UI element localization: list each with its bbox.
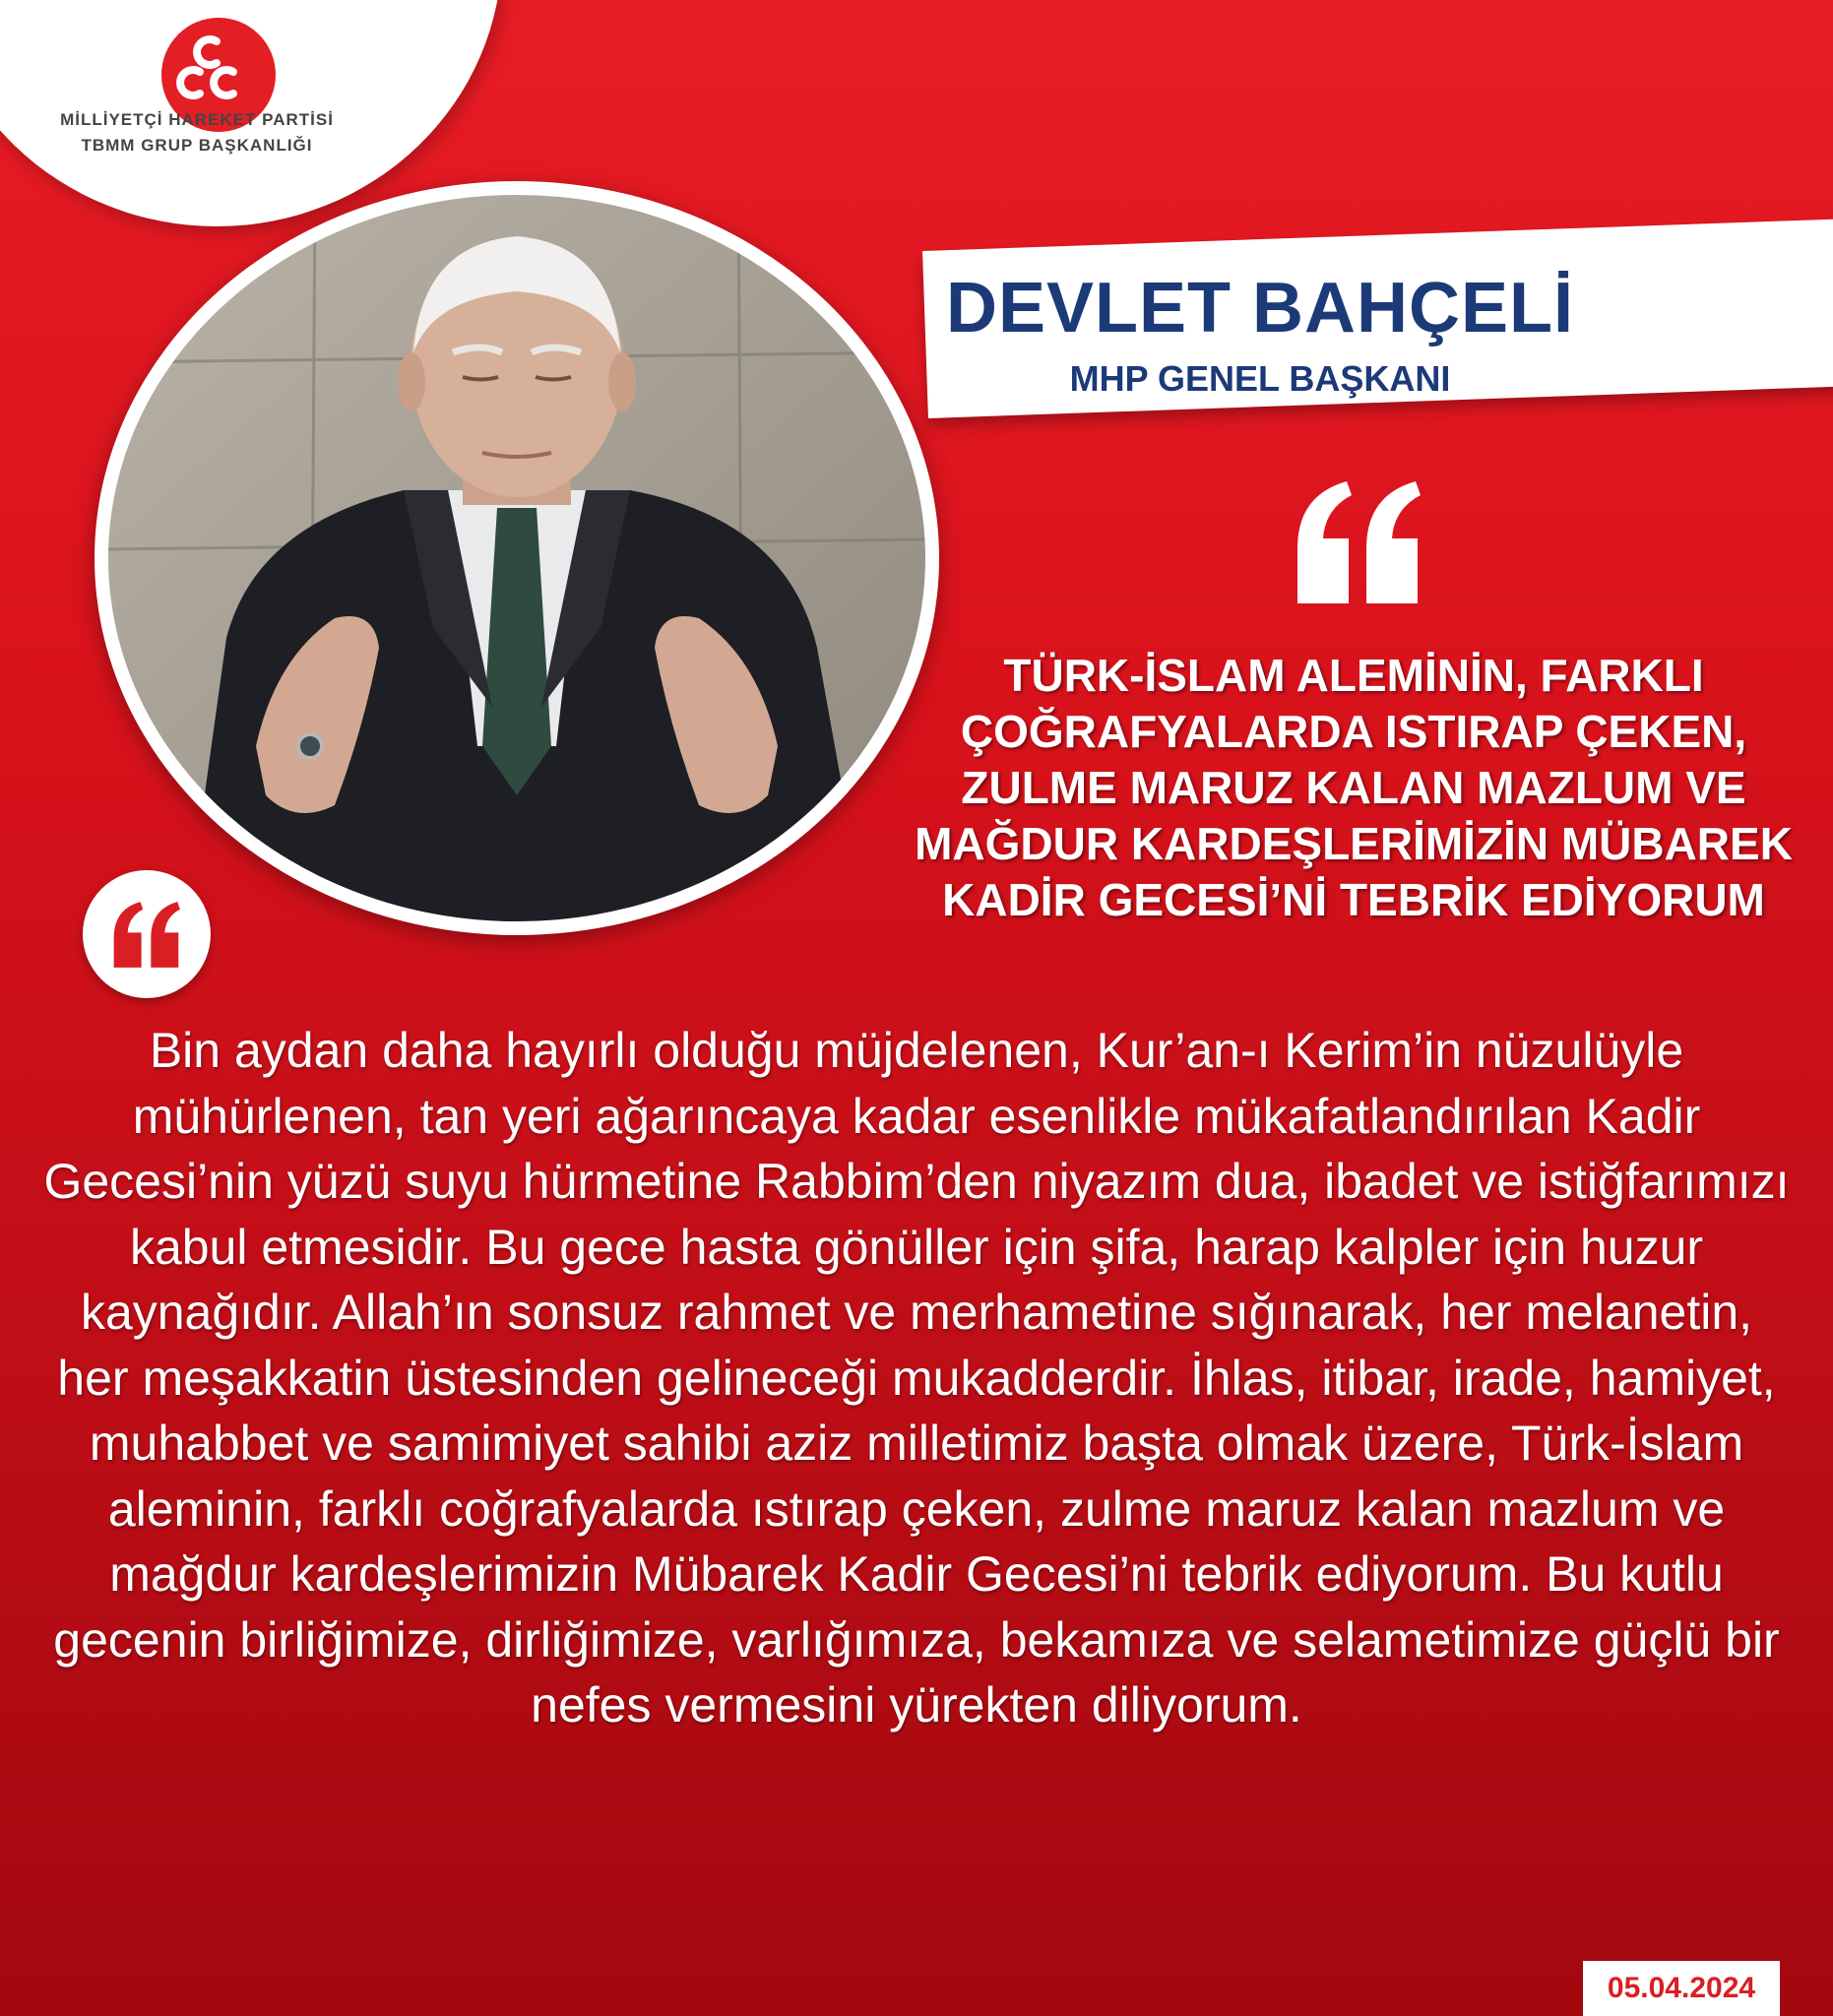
party-unit: TBMM GRUP BAŞKANLIĞI [81,136,313,155]
party-name: MİLLİYETÇİ HAREKET PARTİSİ [60,110,334,129]
date-tag: 05.04.2024 [1583,1961,1780,2016]
quote-mark-icon [1290,477,1427,605]
leader-title: MHP GENEL BAŞKANI [1069,358,1451,399]
headline-quote: TÜRK-İSLAM ALEMİNİN, FARKLI ÇOĞRAFYALARDA ISTIRAP ÇEKEN, ZULME MARUZ KALAN MAZLUM VE MAĞDUR KARDEŞLERİMİZİN MÜBAREK KADİR GECESİ’Nİ TEBRİK EDİYORUM [915,650,1793,925]
portrait-frame [95,181,939,935]
body-text: Bin aydan daha hayırlı olduğu müjdelenen, Kur’an-ı Kerim’in nüzulüyle mühürlenen, tan yeri ağarıncaya kadar esenlikle mükafatlandırılan Kadir Gecesi’nin yüzü suyu hürmetine Rabbim’den niyazım dua, ibadet ve istiğfarımızı kabul etmesidir. Bu gece hasta gönüller için şifa, harap kalpler için huzur kaynağıdır. Allah’ın sonsuz rahmet ve merhametine sığınarak, her melanetin, her meşakkatin üstesinden gelineceği mukadderdir. İhlas, itibar, irade, hamiyet, muhabbet ve samimiyet sahibi aziz milletimiz başta olmak üzere, Türk-İslam aleminin, farklı coğrafyalarda ıstırap çeken, zulme maruz kalan mazlum ve mağdur kardeşlerimizin Mübarek Kadir Gecesi’ni tebrik ediyorum. Bu kutlu gecenin birliğimize, dirliğimize, varlığımıza, bekamıza ve selametimize güçlü bir nefes vermesini yürekten diliyorum. [43,1023,1790,1732]
leader-name: DEVLET BAHÇELİ [945,269,1575,347]
quote-mark-small-icon [109,900,184,969]
quote-badge [83,870,211,998]
praying-man-portrait-icon [108,195,925,921]
